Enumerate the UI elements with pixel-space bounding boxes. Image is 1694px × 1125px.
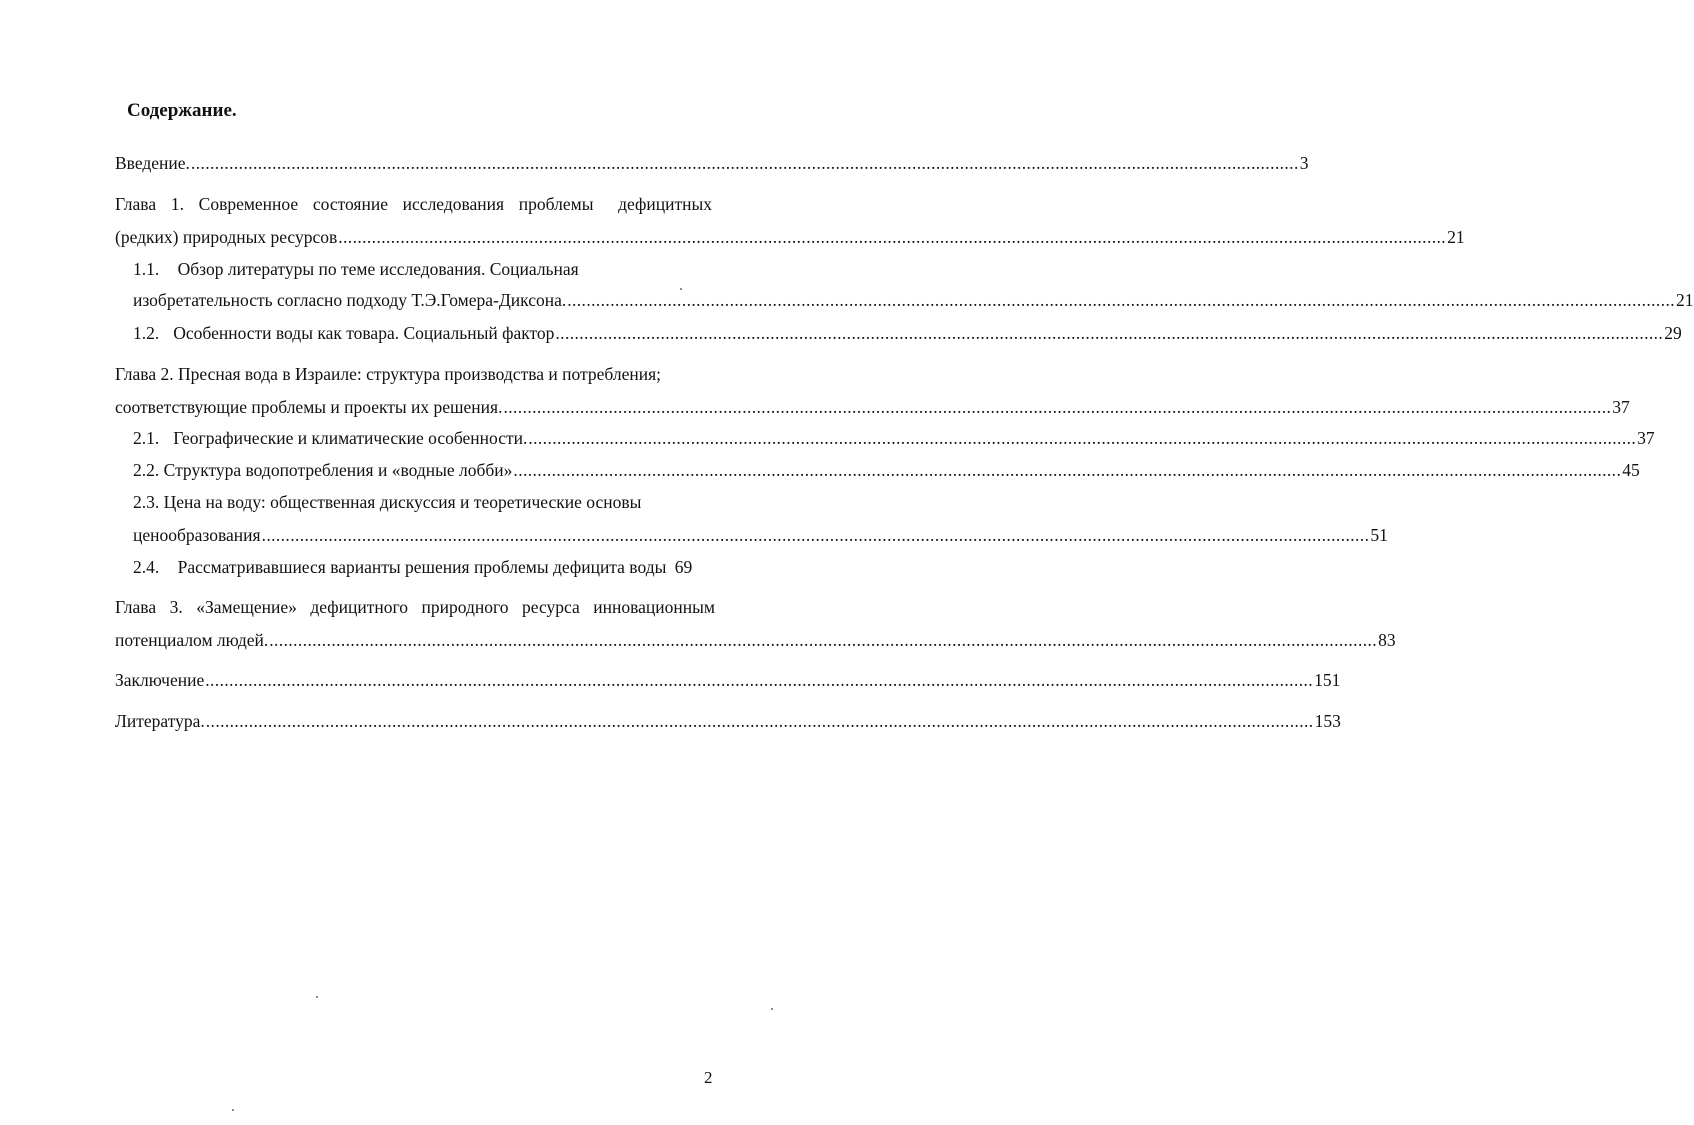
toc-entry-2-1[interactable] [133, 423, 1655, 453]
toc-entry-chapter-2-line-1[interactable] [115, 359, 661, 389]
toc-entry-text: Введение. [115, 153, 190, 173]
toc-entry-2-3-line-1[interactable] [133, 487, 641, 517]
toc-entry-text: ценообразования [133, 525, 261, 545]
toc-entry-text: Особенности воды как товара. Социальный фактор [173, 323, 555, 343]
toc-entry-text: Литература. [115, 711, 205, 731]
toc-entry-2-3-line-2[interactable] [133, 520, 1388, 550]
toc-page-number: 21 [1676, 290, 1694, 310]
toc-page-number: 37 [1612, 397, 1630, 417]
toc-entry-conclusion[interactable] [115, 665, 1341, 695]
toc-entry-1-1-line-1[interactable] [133, 254, 579, 284]
word: проблемы [518, 194, 594, 214]
word: Современное [198, 194, 299, 214]
word: состояние [312, 194, 388, 214]
toc-entry-text: соответствующие проблемы и проекты их решения. [115, 397, 503, 417]
toc-page-number: 69 [674, 557, 693, 577]
word: Глава [115, 194, 157, 214]
toc-entry-text: Обзор литературы по теме исследования. Социальная [177, 259, 579, 279]
toc-entry-text: Географические и климатические особенности. [173, 428, 528, 448]
word: дефицитного [310, 597, 408, 617]
word: природного [421, 597, 509, 617]
toc-entry-text: потенциалом людей. [115, 630, 269, 650]
section-number: 1.2. [133, 323, 160, 343]
word: ресурса [522, 597, 580, 617]
leader-dots: ........................................................................................................................................................................................................................................ [567, 290, 1676, 310]
section-number: 1.1. [133, 259, 160, 279]
toc-entry-2-4[interactable] [133, 552, 692, 582]
toc-entry-text: 2.3. Цена на воду: общественная дискуссия и теоретические основы [133, 492, 642, 512]
leader-dots: ........................................................................................................................................................................................................................................ [555, 323, 1664, 343]
toc-page-number: 45 [1622, 460, 1640, 480]
toc-entry-text: Заключение [115, 670, 205, 690]
toc-title: Содержание. [127, 100, 237, 121]
toc-entry-text: (редких) природных ресурсов [115, 227, 338, 247]
leader-dots: ........................................................................................................................................................................................................................................ [205, 670, 1314, 690]
toc-page-number: 151 [1314, 670, 1341, 690]
scan-speck [680, 288, 682, 290]
word: «Замещение» [196, 597, 297, 617]
toc-entry-text: Глава 2. Пресная вода в Израиле: структура производства и потребления; [115, 364, 662, 384]
toc-entry-2-2[interactable] [133, 455, 1640, 485]
leader-dots: ........................................................................................................................................................................................................................................ [513, 460, 1622, 480]
toc-entry-1-1-line-2[interactable] [133, 285, 1694, 315]
word: Глава [115, 597, 157, 617]
toc-entry-chapter-3-line-2[interactable] [115, 625, 1396, 655]
section-number: 2.1. [133, 428, 160, 448]
toc-entry-chapter-1-line-1[interactable] [115, 189, 712, 219]
section-number: 2.4. [133, 557, 160, 577]
toc-page-number: 83 [1378, 630, 1396, 650]
leader-dots: ........................................................................................................................................................................................................................................ [338, 227, 1447, 247]
toc-entry-text: изобретательность согласно подходу Т.Э.Гомера-Диксона. [133, 290, 567, 310]
toc-entry-1-2[interactable] [133, 318, 1682, 348]
toc-entry-chapter-1-line-2[interactable] [115, 222, 1465, 252]
word: 3. [169, 597, 183, 617]
toc-page-number: 37 [1637, 428, 1655, 448]
leader-dots: ........................................................................................................................................................................................................................................ [528, 428, 1637, 448]
scan-speck [316, 996, 318, 998]
word: дефицитных [618, 194, 712, 214]
toc-entry-chapter-3-line-1[interactable] [115, 592, 715, 622]
toc-entry-intro[interactable] [115, 148, 1309, 178]
toc-entry-literature[interactable] [115, 706, 1341, 736]
word: инновационным [593, 597, 715, 617]
leader-dots: ........................................................................................................................................................................................................................................ [205, 711, 1314, 731]
toc-entry-text: 2.2. Структура водопотребления и «водные лобби» [133, 460, 513, 480]
toc-page-number: 3 [1299, 153, 1309, 173]
toc-page-number: 51 [1370, 525, 1388, 545]
scan-speck [232, 1109, 234, 1111]
scan-speck [771, 1008, 773, 1010]
word: 1. [170, 194, 184, 214]
toc-page-number: 153 [1314, 711, 1341, 731]
word: исследования [402, 194, 505, 214]
leader-dots: ........................................................................................................................................................................................................................................ [269, 630, 1378, 650]
toc-page-number: 21 [1447, 227, 1465, 247]
leader-dots: ........................................................................................................................................................................................................................................ [190, 153, 1299, 173]
toc-entry-chapter-2-line-2[interactable] [115, 392, 1630, 422]
toc-entry-text: Рассматривавшиеся варианты решения проблемы дефицита воды [177, 557, 667, 577]
leader-dots: ........................................................................................................................................................................................................................................ [261, 525, 1370, 545]
leader-dots: ........................................................................................................................................................................................................................................ [503, 397, 1612, 417]
toc-page-number: 29 [1664, 323, 1682, 343]
page-number: 2 [704, 1068, 713, 1087]
